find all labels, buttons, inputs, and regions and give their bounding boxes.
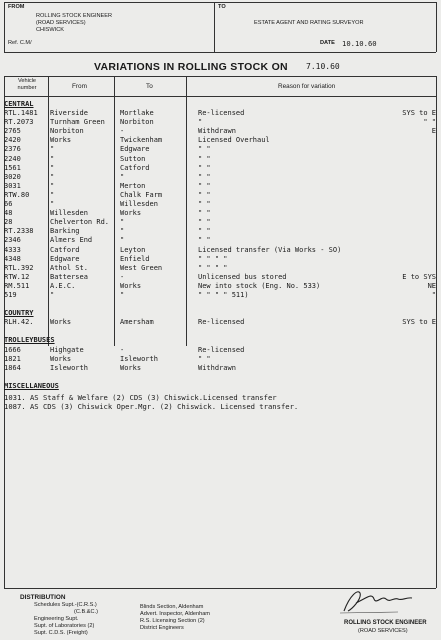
reason-cell: Withdrawn xyxy=(198,363,236,372)
from-cell: " xyxy=(50,290,55,299)
to-cell: " xyxy=(120,172,125,181)
reason-cell: New into stock (Eng. No. 533) xyxy=(198,281,321,290)
from-cell: Catford xyxy=(50,245,80,254)
vehicle-cell: 2765 xyxy=(4,127,21,136)
section-heading: COUNTRY xyxy=(4,309,34,318)
reason-cell: Re-licensed xyxy=(198,318,245,327)
page-title: VARIATIONS IN ROLLING STOCK ON xyxy=(94,61,288,73)
table-row xyxy=(4,209,438,218)
side-note-cell: " " xyxy=(423,118,436,127)
to-name: ESTATE AGENT AND RATING SURVEYOR xyxy=(254,20,364,26)
reason-cell: " " xyxy=(198,218,211,227)
reason-cell: " " xyxy=(198,236,211,245)
reason-cell: Licensed Overhaul xyxy=(198,136,270,145)
vehicle-cell: RTL.1481 xyxy=(4,109,38,118)
to-cell: Twickenham xyxy=(120,136,163,145)
side-note-cell xyxy=(380,200,438,209)
reason-cell: " " xyxy=(198,190,211,199)
from-cell: Works xyxy=(50,136,72,145)
reason-cell: Re-licensed xyxy=(198,109,245,118)
vehicle-cell: RM.511 xyxy=(4,281,30,290)
side-note-cell xyxy=(380,173,438,182)
reason-cell: " " " " xyxy=(198,263,228,272)
vehicle-cell: RT.2073 xyxy=(4,118,34,127)
reason-cell: " " xyxy=(198,181,211,190)
section-heading: CENTRAL xyxy=(4,100,34,108)
to-cell: Chalk Farm xyxy=(120,190,163,199)
header-bottom-rule xyxy=(4,52,436,53)
table-row xyxy=(4,273,438,282)
vehicle-cell: 1821 xyxy=(4,354,21,363)
to-cell: Works xyxy=(120,281,142,290)
from-cell: Almers End xyxy=(50,236,93,245)
table-row xyxy=(4,346,438,355)
from-cell: " xyxy=(50,181,55,190)
spacer-row xyxy=(4,373,438,382)
section-heading: MISCELLANEOUS xyxy=(4,381,59,390)
vehicle-cell: 1666 xyxy=(4,345,21,354)
vehicle-cell: 4348 xyxy=(4,254,21,263)
dist-left-1: Schedules Supt.-(C.R.S.) xyxy=(34,602,97,608)
from-cell: Works xyxy=(50,318,72,327)
side-note-cell xyxy=(380,155,438,164)
side-note-cell xyxy=(380,227,438,236)
from-line-1: ROLLING STOCK ENGINEER xyxy=(36,13,113,19)
from-label: FROM xyxy=(8,4,25,10)
from-cell: Battersea xyxy=(50,272,88,281)
dist-left-2: (C.B.&C.) xyxy=(74,609,98,615)
vehicle-cell: 2240 xyxy=(4,154,21,163)
from-cell: Barking xyxy=(50,227,80,236)
from-line-3: CHISWICK xyxy=(36,27,64,33)
reason-cell: " " xyxy=(198,163,211,172)
to-cell: - xyxy=(120,272,125,281)
table-row xyxy=(4,246,438,255)
misc-line-2: 1087. AS CDS (3) Chiswick Oper.Mgr. (2) Chiswick. Licensed transfer. xyxy=(4,402,299,411)
reason-cell: " " xyxy=(198,227,211,236)
vehicle-cell: RTL.392 xyxy=(4,263,34,272)
dist-right-1: Blinds Section, Aldenham xyxy=(140,604,204,610)
title-date: 7.10.60 xyxy=(306,62,340,71)
table-row xyxy=(4,145,438,154)
section-heading-row xyxy=(4,100,438,109)
dist-right-3: R.S. Licensing Section (2) xyxy=(140,618,205,624)
side-note-cell: " xyxy=(431,290,436,299)
reason-cell: " " xyxy=(198,209,211,218)
from-cell: Willesden xyxy=(50,209,88,218)
table-row xyxy=(4,318,438,327)
vehicle-cell: 2420 xyxy=(4,136,21,145)
col-header-vehicle: Vehicle number xyxy=(17,78,37,91)
to-cell: Norbiton xyxy=(120,118,154,127)
reason-cell: Withdrawn xyxy=(198,127,236,136)
spacer-cell xyxy=(4,373,438,382)
from-cell: Turnham Green xyxy=(50,118,105,127)
table-row xyxy=(4,164,438,173)
from-cell: Athol St. xyxy=(50,263,88,272)
reason-cell: Licensed transfer (Via Works - SO) xyxy=(198,245,342,254)
header-left-rule xyxy=(4,2,5,52)
side-note-cell: NE xyxy=(427,281,436,290)
reason-cell: Unlicensed bus stored xyxy=(198,272,287,281)
from-cell: A.E.C. xyxy=(50,281,76,290)
dist-left-4: Supt. of Laboratories (2) xyxy=(34,623,95,629)
table-row xyxy=(4,218,438,227)
vehicle-cell: 4333 xyxy=(4,245,21,254)
reason-cell: " " " " xyxy=(198,254,228,263)
to-label: TO xyxy=(218,4,226,10)
table-row xyxy=(4,109,438,118)
to-cell: West Green xyxy=(120,263,163,272)
dist-right-4: District Engineers xyxy=(140,625,184,631)
table-row xyxy=(4,355,438,364)
side-note-cell xyxy=(380,218,438,227)
side-note-cell xyxy=(380,164,438,173)
from-cell: Riverside xyxy=(50,109,88,118)
signoff-title: ROLLING STOCK ENGINEER xyxy=(344,620,427,626)
reason-cell: " " xyxy=(198,200,211,209)
spacer-row xyxy=(4,300,438,309)
from-cell: Isleworth xyxy=(50,363,88,372)
side-note-cell: SYS to E xyxy=(402,318,436,327)
table-row xyxy=(4,127,438,136)
vehicle-cell: 3020 xyxy=(4,172,21,181)
from-line-2: (ROAD SERVICES) xyxy=(36,20,86,26)
from-cell: " xyxy=(50,200,55,209)
to-cell: Merton xyxy=(120,181,146,190)
dist-left-5: Supt. C.D.S. (Freight) xyxy=(34,630,88,636)
vehicle-cell: RTW.12 xyxy=(4,272,30,281)
header-right-rule xyxy=(436,2,437,52)
vehicle-cell: RT.2338 xyxy=(4,227,34,236)
side-note-cell: E to SYS xyxy=(402,272,436,281)
table-row xyxy=(4,118,438,127)
vehicle-cell: 2376 xyxy=(4,145,21,154)
spacer-cell xyxy=(4,300,438,309)
from-cell: Edgware xyxy=(50,254,80,263)
spacer-cell xyxy=(4,327,438,336)
side-note-cell: SYS to E xyxy=(402,109,436,118)
section-heading-row xyxy=(4,382,438,391)
side-note-cell xyxy=(380,136,438,145)
section-heading-row xyxy=(4,336,438,345)
to-cell: Enfield xyxy=(120,254,150,263)
table-header-rule xyxy=(4,96,436,97)
table-row xyxy=(4,291,438,300)
vehicle-cell: RLH.42. xyxy=(4,318,34,327)
reason-cell: " xyxy=(198,118,203,127)
side-note-cell xyxy=(380,209,438,218)
to-cell: Sutton xyxy=(120,154,146,163)
from-cell: Chelverton Rd. xyxy=(50,218,110,227)
side-note-cell: E xyxy=(431,127,436,136)
reason-cell: " " xyxy=(198,172,211,181)
table-row xyxy=(4,136,438,145)
dist-left-3: Engineering Supt. xyxy=(34,616,79,622)
to-cell: Isleworth xyxy=(120,354,158,363)
reason-cell: Re-licensed xyxy=(198,345,245,354)
vehicle-cell: 66 xyxy=(4,200,13,209)
misc-line-1: 1031. AS Staff & Welfare (2) CDS (3) Chiswick.Licensed transfer xyxy=(4,393,277,402)
col-header-reason: Reason for variation xyxy=(278,83,336,90)
to-cell: " xyxy=(120,227,125,236)
handwritten-signature xyxy=(338,585,428,615)
side-note-cell xyxy=(380,346,438,355)
reference: Ref. C.M/ xyxy=(8,40,32,46)
side-note-cell xyxy=(380,355,438,364)
side-note-cell xyxy=(380,191,438,200)
to-cell: Mortlake xyxy=(120,109,154,118)
from-cell: " xyxy=(50,163,55,172)
vehicle-cell: 1561 xyxy=(4,163,21,172)
table-row xyxy=(4,236,438,245)
side-note-cell xyxy=(380,236,438,245)
header-top-rule xyxy=(4,2,436,3)
date-label: DATE xyxy=(320,40,335,46)
col-header-to: To xyxy=(146,83,153,90)
side-note-cell xyxy=(380,182,438,191)
vehicle-cell: 48 xyxy=(4,209,13,218)
table-row xyxy=(4,264,438,273)
vehicle-cell: 519 xyxy=(4,290,17,299)
to-cell: Amersham xyxy=(120,318,154,327)
side-note-cell xyxy=(380,255,438,264)
to-cell: " xyxy=(120,218,125,227)
signoff-subtitle: (ROAD SERVICES) xyxy=(358,628,408,634)
reason-cell: " " " " 511) xyxy=(198,290,249,299)
header-divider xyxy=(214,2,215,52)
table-row xyxy=(4,182,438,191)
to-cell: " xyxy=(120,236,125,245)
table-row xyxy=(4,282,438,291)
side-note-cell xyxy=(380,264,438,273)
col-header-from: From xyxy=(72,83,87,90)
variations-table xyxy=(4,100,438,391)
to-cell: Leyton xyxy=(120,245,146,254)
to-cell: " xyxy=(120,290,125,299)
from-cell: " xyxy=(50,172,55,181)
from-cell: Highgate xyxy=(50,345,84,354)
section-heading-row xyxy=(4,309,438,318)
from-cell: " xyxy=(50,190,55,199)
side-note-cell xyxy=(380,145,438,154)
from-cell: " xyxy=(50,145,55,154)
to-cell: Edgware xyxy=(120,145,150,154)
to-cell: Works xyxy=(120,363,142,372)
vehicle-cell: 2346 xyxy=(4,236,21,245)
vehicle-cell: RTW.80 xyxy=(4,190,30,199)
dist-right-2: Advert. Inspector, Aldenham xyxy=(140,611,210,617)
to-cell: Catford xyxy=(120,163,150,172)
date-value: 10.10.60 xyxy=(342,39,377,48)
from-cell: Norbiton xyxy=(50,127,84,136)
vehicle-cell: 1864 xyxy=(4,363,21,372)
reason-cell: " " xyxy=(198,354,211,363)
from-cell: " xyxy=(50,154,55,163)
table-row xyxy=(4,364,438,373)
from-cell: Works xyxy=(50,354,72,363)
spacer-row xyxy=(4,327,438,336)
table-row xyxy=(4,200,438,209)
reason-cell: " " xyxy=(198,145,211,154)
vehicle-cell: 3031 xyxy=(4,181,21,190)
table-row xyxy=(4,155,438,164)
vehicle-cell: 28 xyxy=(4,218,13,227)
table-row xyxy=(4,173,438,182)
table-row xyxy=(4,191,438,200)
side-note-cell xyxy=(380,246,438,255)
to-cell: Works xyxy=(120,209,142,218)
to-cell: Willesden xyxy=(120,200,158,209)
table-top-rule xyxy=(4,76,436,77)
side-note-cell xyxy=(380,364,438,373)
table-row xyxy=(4,227,438,236)
distribution-label: DISTRIBUTION xyxy=(20,594,66,601)
to-cell: - xyxy=(120,127,125,136)
reason-cell: " " xyxy=(198,154,211,163)
section-heading: TROLLEYBUSES xyxy=(4,336,55,345)
to-cell: - xyxy=(120,345,125,354)
table-row xyxy=(4,255,438,264)
